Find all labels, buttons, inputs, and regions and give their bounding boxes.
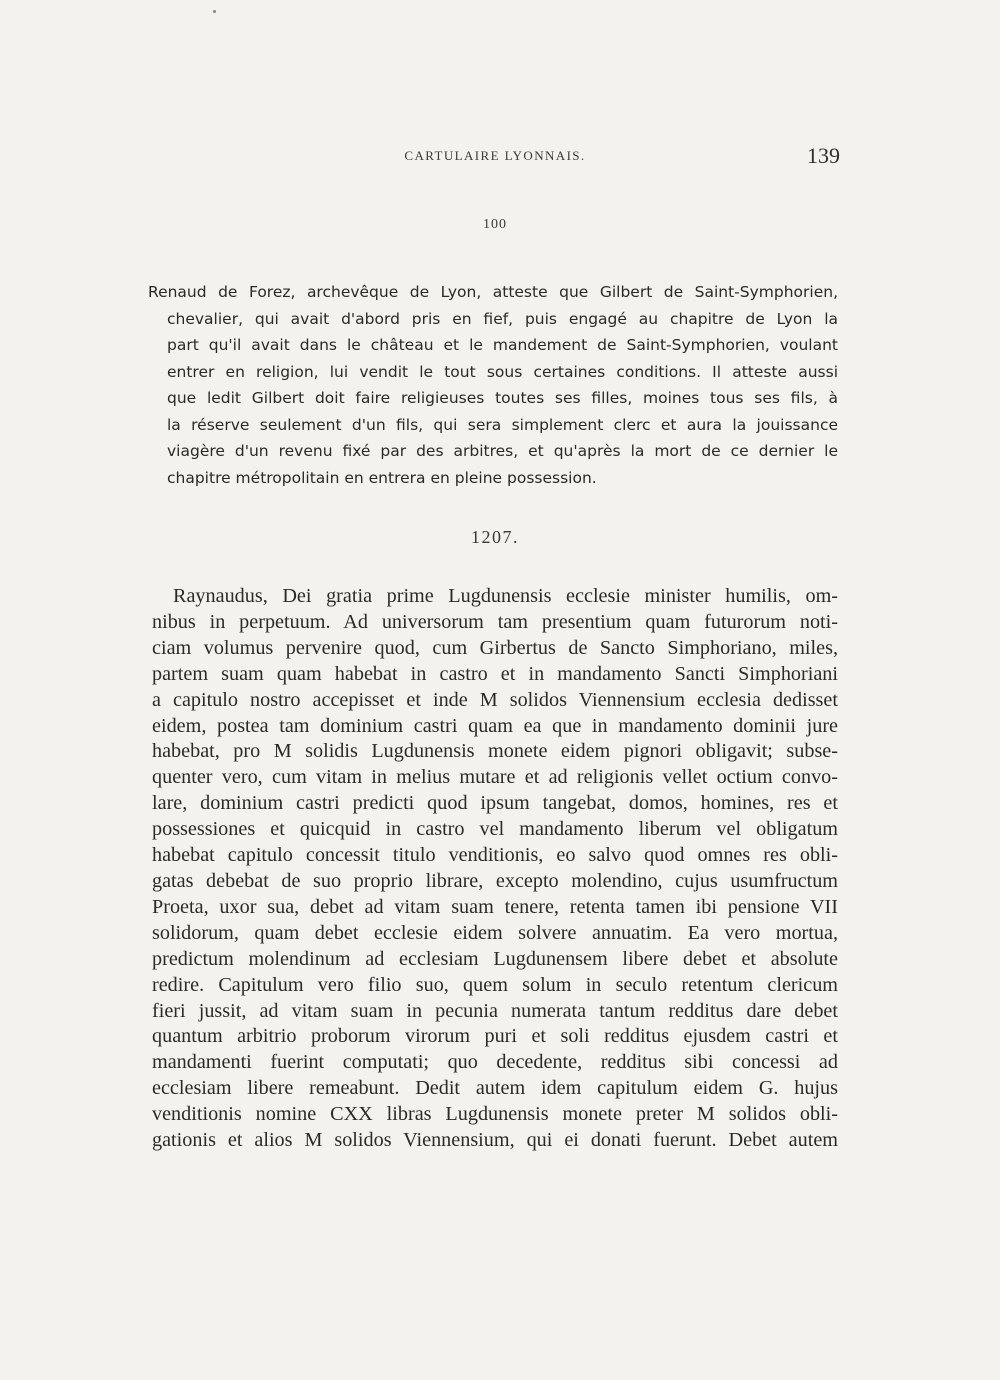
text-line: nibus in perpetuum. Ad universorum tam presentium quam futurorum noti- [152,610,838,633]
text-line: partem suam quam habebat in castro et in mandamento Sancti Simphoriani [152,662,838,685]
charter-text [152,584,838,1154]
text-line: quenter vero, cum vitam in melius mutare et ad religionis vellet octium convo- [152,766,838,789]
paper-speck [213,10,216,13]
text-line: solidorum, quam debet ecclesie eidem solvere annuatim. Ea vero mortua, [152,921,838,944]
text-line: ciam volumus pervenire quod, cum Girbertus de Sancto Simphoriano, miles, [152,636,838,659]
summary-line: que ledit Gilbert doit faire religieuses toutes ses filles, moines tous ses fils, à [167,389,838,407]
summary-line: chevalier, qui avait d'abord pris en fief, puis engagé au chapitre de Lyon la [167,309,838,328]
running-header [150,143,840,168]
charter-number: 100 [483,217,507,232]
text-line: mandamenti fuerint computati; quo decedente, redditus sibi concessi ad [152,1051,838,1074]
charter-date: 1207. [471,527,519,547]
charter-summary [148,279,838,491]
summary-line: part qu'il avait dans le château et le mandement de Saint-Symphorien, voulant [167,336,838,354]
text-line: Raynaudus, Dei gratia prime Lugdunensis ecclesie minister humilis, om- [173,585,838,607]
text-line: redire. Capitulum vero filio suo, quem solum in seculo retentum clericum [152,973,838,996]
text-line: a capitulo nostro accepisset et inde M solidos Viennensium ecclesia dedisset [152,688,838,711]
text-line: habebat capitulo concessit titulo venditionis, eo salvo quod omnes res obli- [152,844,838,867]
text-line: quantum arbitrio proborum virorum puri et soli redditus ejusdem castri et [152,1025,838,1048]
running-title: CARTULAIRE LYONNAIS. [404,148,586,163]
text-line: predictum molendinum ad ecclesiam Lugdunensem libere debet et absolute [152,947,838,970]
text-line: Proeta, uxor sua, debet ad vitam suam tenere, retenta tamen ibi pensione VII [152,895,838,918]
summary-line: chapitre métropolitain en entrera en pleine possession. [167,468,597,487]
summary-line: viagère d'un revenu fixé par des arbitres, et qu'après la mort de ce dernier le [167,442,838,460]
text-line: eidem, postea tam dominium castri quam ea que in mandamento dominii jure [152,714,838,737]
text-line: fieri jussit, ad vitam suam in pecunia numerata tantum redditus dare debet [152,999,838,1022]
text-line: possessiones et quicquid in castro vel mandamento liberum vel obligatum [152,818,838,841]
summary-line: entrer en religion, lui vendit le tout sous certaines conditions. Il atteste aussi [167,362,838,381]
text-line: venditionis nomine CXX libras Lugdunensis monete preter M solidos obli- [152,1103,838,1126]
page-number: 139 [807,143,840,168]
text-line: lare, dominium castri predicti quod ipsum tangebat, domos, homines, res et [152,792,838,815]
text-line: ecclesiam libere remeabunt. Dedit autem idem capitulum eidem G. hujus [152,1077,838,1100]
text-line: gatas debebat de suo proprio librare, excepto molendino, cujus usumfructum [152,869,838,892]
summary-line: la réserve seulement d'un fils, qui sera simplement clerc et aura la jouissance [167,415,838,434]
summary-line: Renaud de Forez, archevêque de Lyon, atteste que Gilbert de Saint-Symphorien, [148,283,838,301]
text-line: gationis et alios M solidos Viennensium, qui ei donati fuerunt. Debet autem [152,1129,838,1152]
text-line: habebat, pro M solidis Lugdunensis monete eidem pignori obligavit; subse- [152,740,838,763]
